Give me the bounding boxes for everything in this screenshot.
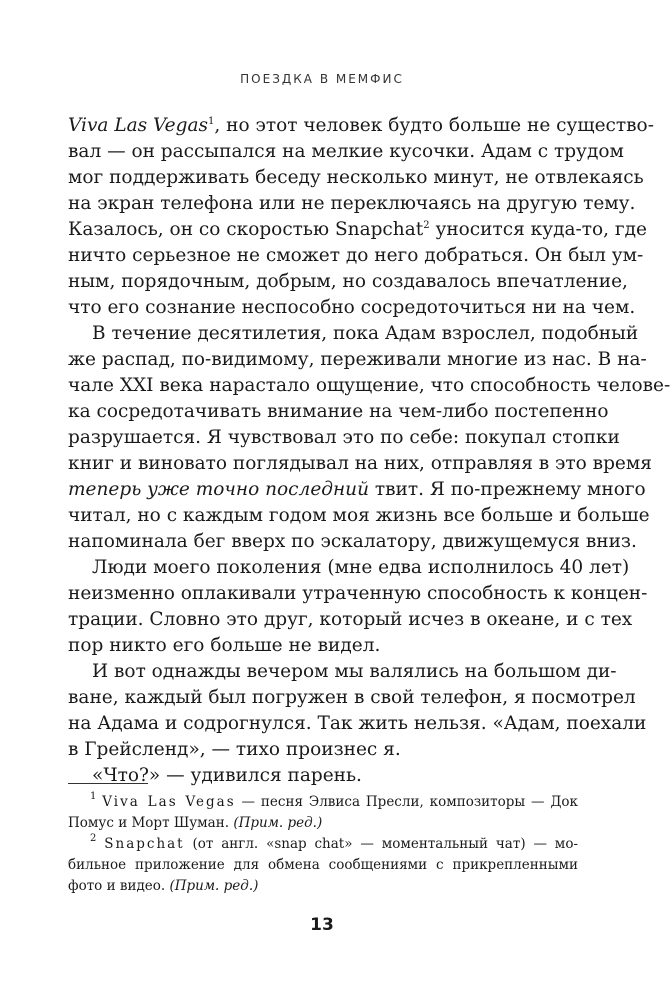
- page-number: 13: [310, 915, 334, 935]
- footnote-ref: 2: [423, 220, 430, 231]
- text-line: «Что?» — удивился парень.: [92, 765, 362, 786]
- footnote-line: [68, 834, 578, 855]
- text-line: мог поддерживать беседу несколько минут, не отвлекаясь: [68, 167, 644, 188]
- footnote-line: бильное приложение для обмена сообщениями с прикрепленными: [68, 857, 578, 873]
- text-line: чале XXI века нарастало ощущение, что способность челове-: [68, 375, 670, 396]
- text-fragment: Помус и Морт Шуман.: [68, 815, 234, 831]
- text-line: на Адама и содрогнулся. Так жить нельзя. «Адам, поехали: [68, 713, 647, 734]
- text-line: неизменно оплакивали утраченную способность к концен-: [68, 583, 648, 604]
- text-line: [68, 217, 647, 243]
- footnotes: [68, 792, 578, 897]
- footnote-ref: 1: [207, 116, 215, 127]
- main-text: [68, 113, 670, 789]
- italic-phrase: теперь уже точно последний: [68, 479, 370, 500]
- text-line: вал — он рассыпался на мелкие кусочки. Адам с трудом: [68, 141, 624, 162]
- footnote-line: [68, 813, 578, 834]
- text-line: что его сознание неспособно сосредоточиться ни на чем.: [68, 297, 636, 318]
- text-line: же распад, по-видимому, переживали многие из нас. В на-: [68, 349, 647, 370]
- text-line: И вот однажды вечером мы валялись на большом ди-: [92, 661, 617, 682]
- text-line: в Грейсленд», — тихо произнес я.: [68, 739, 401, 760]
- text-line: [68, 113, 654, 139]
- text-line: Люди моего поколения (мне едва исполнилось 40 лет): [92, 557, 630, 578]
- text-line: ка сосредотачивать внимание на чем-либо постепенно: [68, 401, 609, 422]
- text-line: трации. Словно это друг, который исчез в океане, и с тех: [68, 609, 633, 630]
- footnote-term: Viva Las Vegas: [102, 794, 236, 810]
- text-line: В течение десятилетия, пока Адам взрослел, подобный: [92, 323, 639, 344]
- text-fragment: , но этот человек будто больше не существо-: [214, 115, 654, 136]
- text-fragment: (от англ. «snap chat» — моментальный чат) — мо-: [184, 836, 579, 852]
- footnote-number: 1: [90, 791, 97, 802]
- text-line: на экран телефона или не переключаясь на другую тему.: [68, 193, 636, 214]
- song-title: Viva Las Vegas: [68, 115, 208, 136]
- text-line: пор никто его больше не видел.: [68, 635, 381, 656]
- text-line: ным, порядочным, добрым, но создавалось впечатление,: [68, 271, 628, 292]
- text-line: книг и виновато поглядывал на них, отправляя в это время: [68, 453, 652, 474]
- text-line: читал, но с каждым годом моя жизнь все больше и больше: [68, 505, 650, 526]
- editor-note: (Прим. ред.): [169, 878, 259, 894]
- text-fragment: — песня Элвиса Пресли, композиторы — Док: [235, 794, 578, 810]
- text-fragment: Казалось, он со скоростью Snapchat: [68, 219, 424, 240]
- text-fragment: уносится куда-то, где: [429, 219, 647, 240]
- footnote-divider: [68, 783, 148, 784]
- text-line: ничто серьезное не сможет до него добраться. Он был ум-: [68, 245, 644, 266]
- footnote-term: Snapchat: [104, 836, 185, 852]
- running-header: ПОЕЗДКА В МЕМФИС: [240, 72, 404, 86]
- text-line: напоминала бег вверх по эскалатору, движущемуся вниз.: [68, 531, 637, 552]
- footnote-line: [68, 792, 578, 813]
- text-line: разрушается. Я чувствовал это по себе: покупал стопки: [68, 427, 620, 448]
- footnote-number: 2: [90, 833, 97, 844]
- text-line: ване, каждый был погружен в свой телефон, я посмотрел: [68, 687, 636, 708]
- text-fragment: фото и видео.: [68, 878, 170, 894]
- footnote-line: [68, 876, 578, 897]
- text-fragment: твит. Я по-прежнему много: [369, 479, 646, 500]
- text-line: [68, 477, 646, 503]
- editor-note: (Прим. ред.): [233, 815, 323, 831]
